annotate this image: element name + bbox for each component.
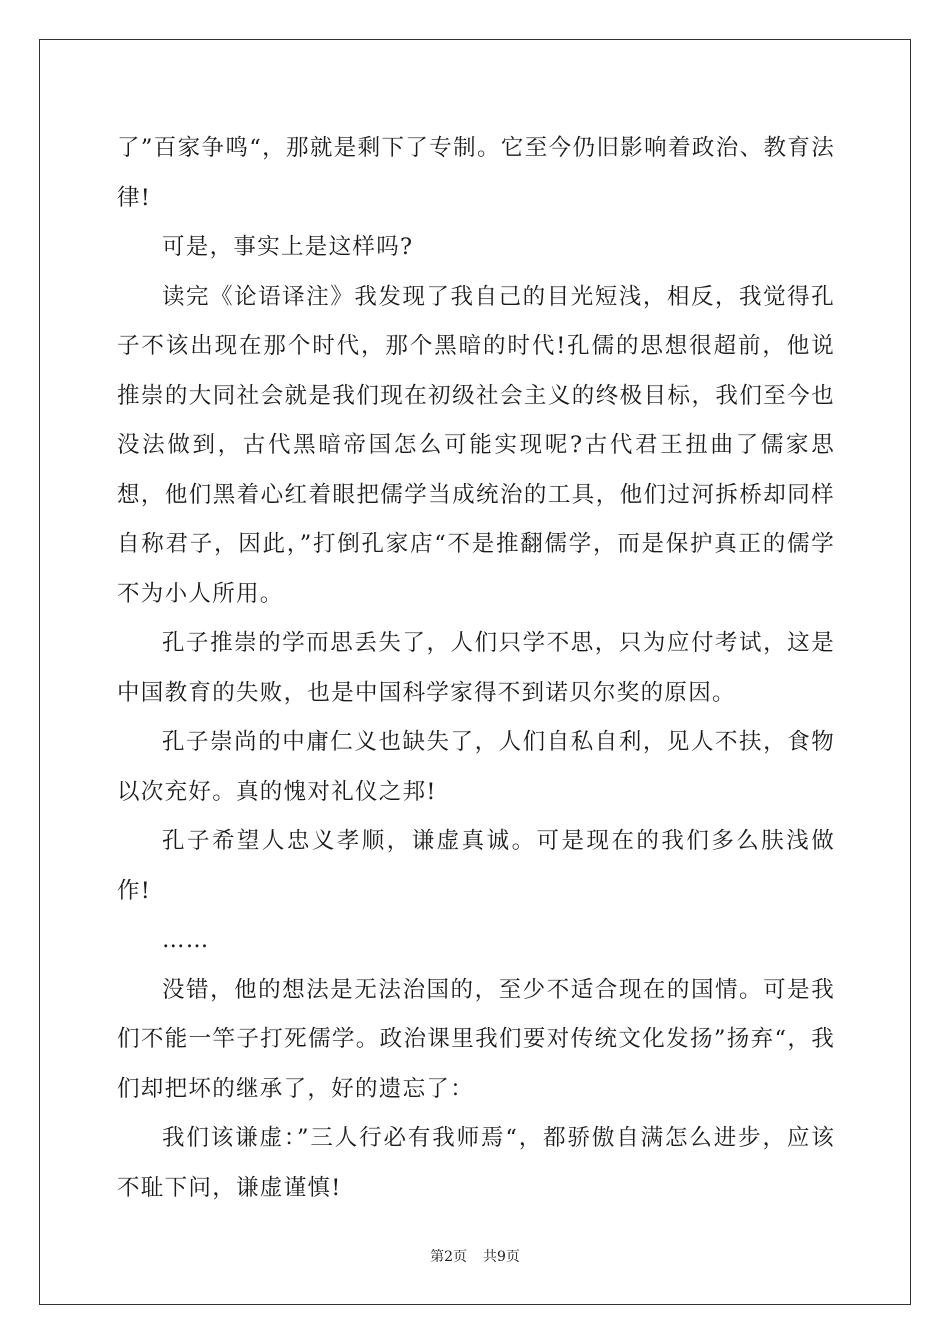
paragraph-5: 孔子崇尚的中庸仁义也缺失了，人们自私自利，见人不扶，食物以次充好。真的愧对礼仪之邦! bbox=[117, 729, 835, 805]
page-total: 共9页 bbox=[483, 1249, 520, 1265]
page-footer bbox=[0, 1248, 950, 1266]
paragraph-7: 没错，他的想法是无法治国的，至少不适合现在的国情。可是我们不能一竿子打死儒学。政治课里我们要对传统文化发扬”扬弃“，我们却把坏的继承了，好的遗忘了： bbox=[117, 976, 835, 1102]
paragraph-ellipsis: …… bbox=[162, 927, 210, 953]
paragraph-3: 读完《论语译注》我发现了我自己的目光短浅，相反，我觉得孔子不该出现在那个时代，那个黑暗的时代!孔儒的思想很超前，他说推崇的大同社会就是我们现在初级社会主义的终极目标，我们至今也没法做到，古代黑暗帝国怎么可能实现呢?古代君王扭曲了儒家思想，他们黑着心红着眼把儒学当成统治的工具，他们过河拆桥却同样自称君子，因此，”打倒孔家店“不是推翻儒学，而是保护真正的儒学不为小人所用。 bbox=[117, 283, 835, 607]
paragraph-8: 我们该谦虚：”三人行必有我师焉“，都骄傲自满怎么进步，应该不耻下问，谦虚谨慎! bbox=[117, 1125, 835, 1201]
paragraph-2: 可是，事实上是这样吗? bbox=[162, 234, 414, 260]
document-body bbox=[117, 124, 835, 1213]
paragraph-6: 孔子希望人忠义孝顺，谦虚真诚。可是现在的我们多么肤浅做作! bbox=[117, 828, 835, 904]
page-number: 第2页 bbox=[430, 1249, 467, 1265]
paragraph-1: 了”百家争鸣“，那就是剩下了专制。它至今仍旧影响着政治、教育法律! bbox=[117, 135, 835, 211]
paragraph-4: 孔子推崇的学而思丢失了，人们只学不思，只为应付考试，这是中国教育的失败，也是中国科学家得不到诺贝尔奖的原因。 bbox=[117, 630, 835, 706]
